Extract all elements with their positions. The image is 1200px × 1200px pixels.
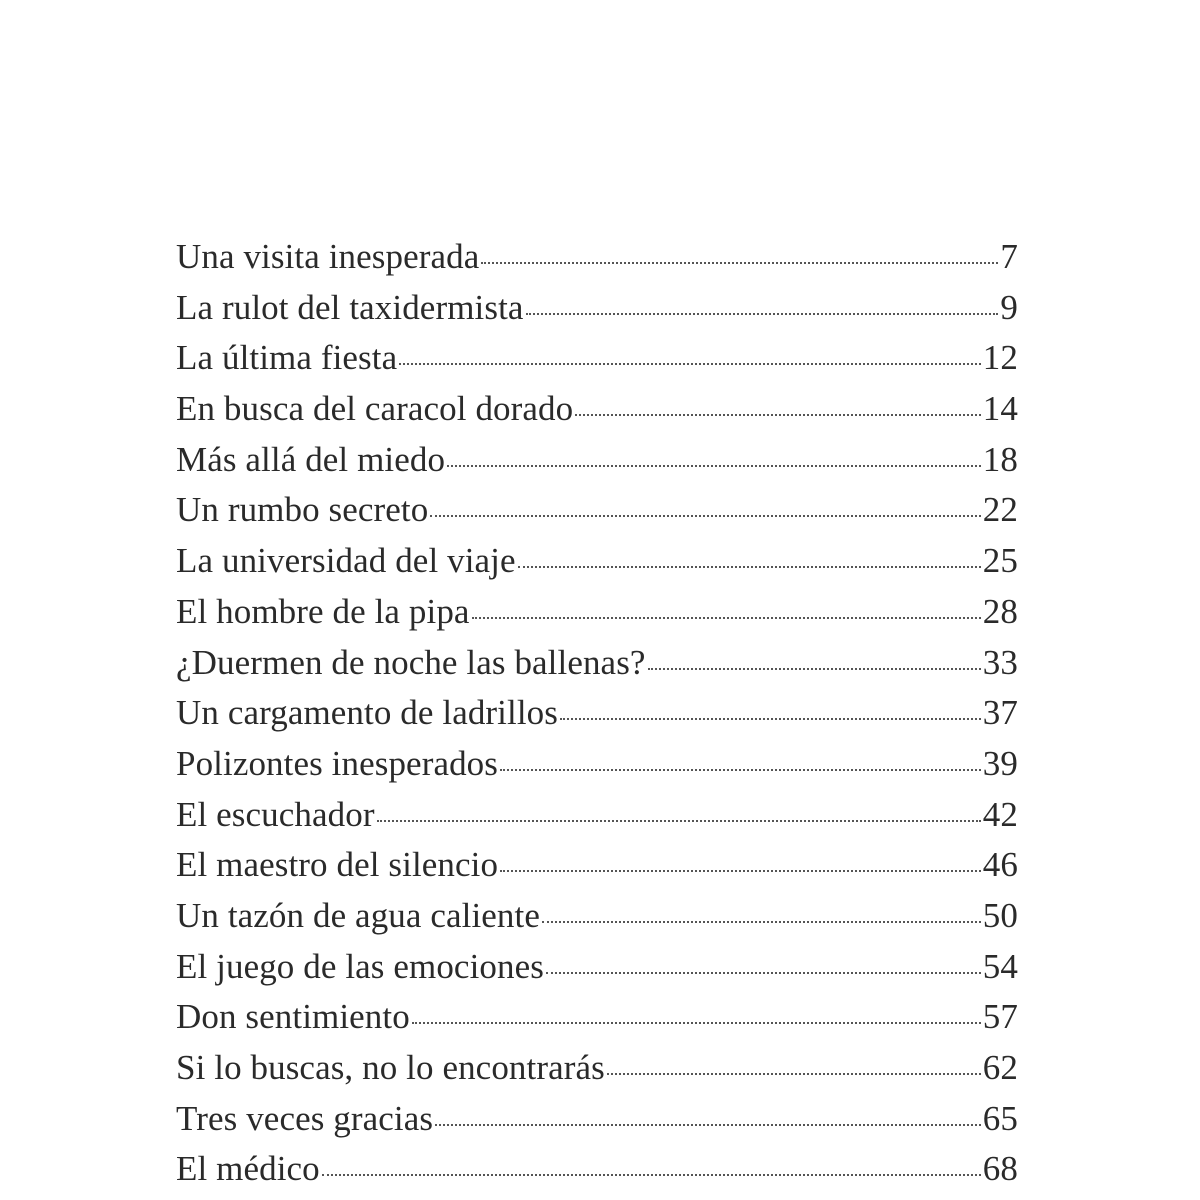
toc-entry: [176, 435, 1018, 486]
toc-entry: [176, 232, 1018, 283]
toc-entry: [176, 1043, 1018, 1094]
toc-entry-title: Tres veces gracias: [176, 1098, 434, 1138]
toc-entry-title: En busca del caracol dorado: [176, 389, 574, 429]
toc-entry: [176, 992, 1018, 1043]
toc-entry: [176, 638, 1018, 689]
toc-dot-leader: [546, 972, 981, 974]
toc-entry-page: 46: [982, 845, 1018, 885]
toc-entry-title: El médico: [176, 1149, 320, 1189]
toc-entry-title: La rulot del taxidermista: [176, 287, 524, 327]
toc-entry-title: El juego de las emociones: [176, 946, 544, 986]
toc-dot-leader: [575, 414, 981, 416]
toc-entry-page: 14: [982, 389, 1018, 429]
toc-dot-leader: [526, 313, 999, 315]
toc-entry-title: Un tazón de agua caliente: [176, 895, 540, 935]
toc-entry: [176, 587, 1018, 638]
toc-dot-leader: [430, 515, 980, 517]
toc-dot-leader: [435, 1124, 981, 1126]
toc-dot-leader: [322, 1174, 981, 1176]
toc-entry: [176, 536, 1018, 587]
toc-entry: [176, 384, 1018, 435]
toc-entry-page: 68: [982, 1149, 1018, 1189]
toc-entry: [176, 790, 1018, 841]
toc-entry-page: 28: [982, 591, 1018, 631]
toc-entry-title: El hombre de la pipa: [176, 591, 470, 631]
toc-entry-title: Polizontes inesperados: [176, 743, 499, 783]
toc-entry-title: Un rumbo secreto: [176, 490, 429, 530]
toc-entry-title: El maestro del silencio: [176, 845, 499, 885]
toc-dot-leader: [648, 668, 981, 670]
toc-entry: [176, 333, 1018, 384]
toc-entry: [176, 485, 1018, 536]
toc-dot-leader: [518, 566, 981, 568]
toc-entry-page: 57: [982, 997, 1018, 1037]
toc-entry-page: 54: [982, 946, 1018, 986]
toc-dot-leader: [412, 1022, 981, 1024]
toc-entry-title: Más allá del miedo: [176, 439, 446, 479]
toc-entry-title: Una visita inesperada: [176, 237, 480, 276]
toc-entry: [176, 942, 1018, 993]
toc-entry-page: 7: [1000, 237, 1018, 276]
toc-entry-title: El escuchador: [176, 794, 375, 834]
toc-entry-page: 37: [982, 693, 1018, 733]
toc-dot-leader: [481, 262, 998, 264]
toc-dot-leader: [542, 921, 981, 923]
toc-entry-title: Si lo buscas, no lo encontrarás: [176, 1048, 605, 1087]
toc-entry: [176, 688, 1018, 739]
toc-entry-page: 62: [982, 1048, 1018, 1087]
toc-entry: [176, 891, 1018, 942]
table-of-contents: [176, 232, 1018, 1195]
toc-dot-leader: [447, 465, 981, 467]
toc-entry: [176, 1144, 1018, 1195]
toc-entry-title: Don sentimiento: [176, 997, 410, 1037]
toc-entry-page: 42: [982, 794, 1018, 834]
toc-entry-title: ¿Duermen de noche las ballenas?: [176, 642, 646, 682]
toc-dot-leader: [377, 820, 981, 822]
toc-entry-page: 22: [982, 490, 1018, 530]
toc-entry-title: La última fiesta: [176, 338, 398, 378]
toc-entry-page: 39: [982, 743, 1018, 783]
toc-entry-page: 18: [982, 439, 1018, 479]
toc-entry-title: Un cargamento de ladrillos: [176, 693, 558, 733]
toc-dot-leader: [399, 363, 981, 365]
toc-entry-page: 50: [982, 895, 1018, 935]
toc-entry-page: 65: [982, 1098, 1018, 1138]
toc-dot-leader: [500, 870, 981, 872]
toc-entry: [176, 1094, 1018, 1145]
toc-entry: [176, 739, 1018, 790]
toc-dot-leader: [560, 718, 981, 720]
toc-entry-page: 12: [982, 338, 1018, 378]
toc-entry-page: 9: [1000, 287, 1018, 327]
toc-dot-leader: [472, 617, 981, 619]
toc-dot-leader: [607, 1073, 981, 1075]
toc-entry-page: 25: [982, 541, 1018, 581]
toc-dot-leader: [500, 769, 981, 771]
toc-entry: [176, 840, 1018, 891]
toc-entry-title: La universidad del viaje: [176, 541, 516, 581]
toc-entry: [176, 283, 1018, 334]
toc-entry-page: 33: [982, 642, 1018, 682]
